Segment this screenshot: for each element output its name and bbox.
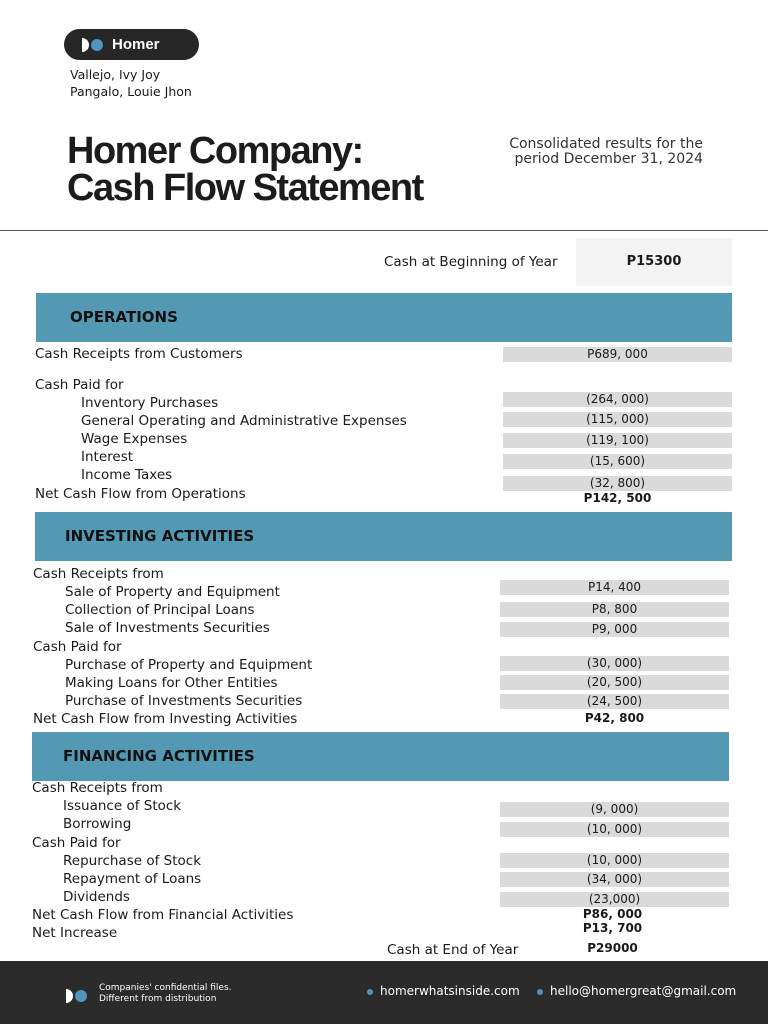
bullet-icon — [537, 989, 543, 995]
page-title-line2: Cash Flow Statement — [67, 167, 423, 209]
inv-paid-item-value: (20, 500) — [500, 675, 729, 690]
investing-heading: INVESTING ACTIVITIES — [65, 527, 255, 545]
inv-receipt-label: Sale of Investments Securities — [65, 620, 270, 636]
ops-item-label: Wage Expenses — [81, 431, 188, 447]
inv-receipt-value: P14, 400 — [500, 580, 729, 595]
inv-receipt-label: Sale of Property and Equipment — [65, 584, 280, 600]
fin-paid-item-label: Repayment of Loans — [63, 871, 202, 887]
ops-item-label: General Operating and Administrative Expenses — [81, 413, 407, 429]
homer-logo-icon — [66, 989, 88, 1003]
fin-receipts-label: Cash Receipts from — [32, 780, 163, 796]
footer-note — [99, 983, 232, 1005]
investing-header — [35, 512, 732, 561]
end-cash-label: Cash at End of Year — [387, 942, 519, 958]
inv-receipt-label: Collection of Principal Loans — [65, 602, 255, 618]
footer-website-link[interactable]: homerwhatsinside.com — [380, 984, 520, 998]
header-divider — [0, 230, 768, 231]
brand-name: Homer — [112, 36, 160, 53]
footer-note-line1: Companies' confidential files. — [99, 983, 232, 993]
inv-net-label: Net Cash Flow from Investing Activities — [33, 711, 298, 727]
inv-paid-item-label: Making Loans for Other Entities — [65, 675, 278, 691]
ops-item-value: (115, 000) — [503, 412, 732, 427]
homer-logo-icon — [82, 38, 104, 52]
ops-item-value: (15, 600) — [503, 454, 732, 469]
net-increase-label: Net Increase — [32, 925, 118, 941]
inv-receipt-value: P9, 000 — [500, 622, 729, 637]
beginning-cash-label: Cash at Beginning of Year — [384, 254, 558, 270]
bullet-icon — [367, 989, 373, 995]
operations-header — [36, 293, 732, 342]
fin-paid-item-label: Dividends — [63, 889, 130, 905]
inv-paid-item-value: (30, 000) — [500, 656, 729, 671]
fin-receipt-label: Issuance of Stock — [63, 798, 182, 814]
ops-item-label: Income Taxes — [81, 467, 173, 483]
inv-paid-item-label: Purchase of Property and Equipment — [65, 657, 313, 673]
inv-paid-item-value: (24, 500) — [500, 694, 729, 709]
operations-heading: OPERATIONS — [70, 308, 178, 326]
inv-paid-item-label: Purchase of Investments Securities — [65, 693, 303, 709]
net-increase-value: P13, 700 — [582, 921, 643, 935]
author-2: Pangalo, Louie Jhon — [70, 84, 192, 99]
financing-heading: FINANCING ACTIVITIES — [63, 747, 255, 765]
ops-net-label: Net Cash Flow from Operations — [35, 486, 246, 502]
ops-receipts-value: P689, 000 — [503, 347, 732, 362]
footer-email-link[interactable]: hello@homergreat@gmail.com — [550, 984, 737, 998]
inv-net-value: P42, 800 — [584, 711, 645, 725]
fin-receipt-value: (10, 000) — [500, 822, 729, 837]
fin-paid-item-value: (10, 000) — [500, 853, 729, 868]
ops-item-label: Inventory Purchases — [81, 395, 219, 411]
footer-note-line2: Different from distribution — [99, 994, 217, 1004]
financing-header — [32, 732, 729, 781]
ops-net-value: P142, 500 — [583, 491, 652, 505]
brand-badge — [64, 29, 199, 60]
fin-paid-label: Cash Paid for — [32, 835, 121, 851]
period-line1: Consolidated results for the — [509, 136, 703, 152]
footer — [0, 961, 768, 1024]
inv-receipt-value: P8, 800 — [500, 602, 729, 617]
fin-paid-item-label: Repurchase of Stock — [63, 853, 202, 869]
author-1: Vallejo, Ivy Joy — [70, 67, 161, 82]
ops-item-value: (32, 800) — [503, 476, 732, 491]
fin-receipt-value: (9, 000) — [500, 802, 729, 817]
fin-receipt-label: Borrowing — [63, 816, 132, 832]
page-title-line1: Homer Company: — [67, 130, 363, 172]
inv-receipts-label: Cash Receipts from — [33, 566, 164, 582]
ops-item-value: (264, 000) — [503, 392, 732, 407]
ops-receipts-label: Cash Receipts from Customers — [35, 346, 243, 362]
fin-paid-item-value: (23,000) — [500, 892, 729, 907]
beginning-cash-box — [576, 238, 732, 286]
fin-paid-item-value: (34, 000) — [500, 872, 729, 887]
inv-paid-label: Cash Paid for — [33, 639, 122, 655]
ops-item-value: (119, 100) — [503, 433, 732, 448]
period-line2: period December 31, 2024 — [514, 151, 703, 167]
end-cash-value: P29000 — [587, 941, 638, 955]
fin-net-value: P86, 000 — [582, 907, 643, 921]
beginning-cash-value: P15300 — [626, 254, 682, 269]
fin-net-label: Net Cash Flow from Financial Activities — [32, 907, 294, 923]
ops-item-label: Interest — [81, 449, 134, 465]
ops-paid-label: Cash Paid for — [35, 377, 124, 393]
